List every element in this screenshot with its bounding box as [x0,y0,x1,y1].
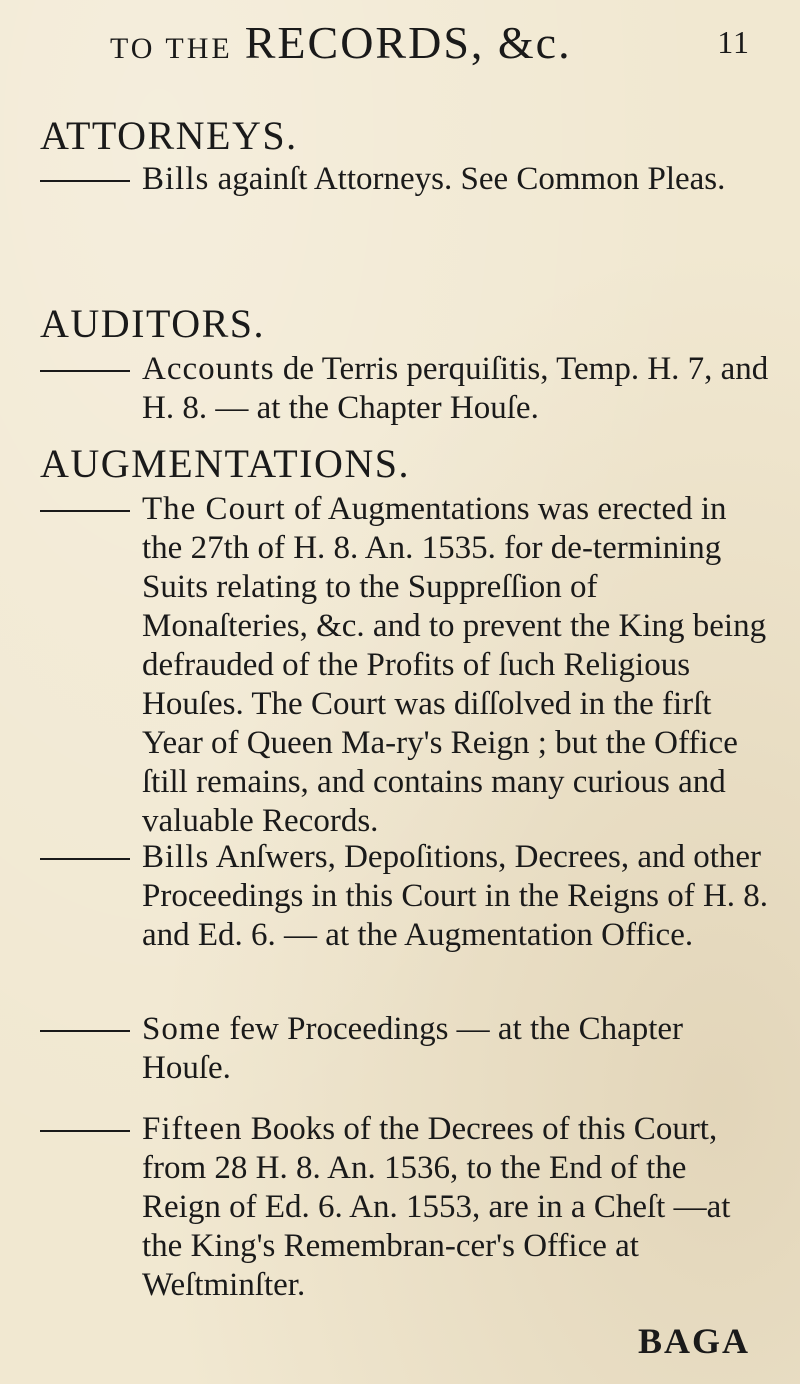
entry-lead: The Court [142,491,286,527]
entry-text: de Terris perquiſitis, Temp. H. 7, and H. 8. — at the Chapter Houſe. [142,351,769,426]
entry-dash [40,858,130,860]
entry-lead: Some [142,1011,222,1047]
entry-text: of Augmentations was erected in the 27th of H. 8. An. 1535. for de-termining Suits relating to the Suppreſſion of Monaſteries, &c. and to prevent the King being defrauded of the Profits of ſuch Religious Houſes. The Court was diſſolved in the firſt Year of Queen Ma-ry's Reign ; but the Office ſtill remains, and contains many curious and valuable Records. [142,491,767,839]
book-page [40,0,770,1384]
page-number: 11 [717,24,750,60]
section-heading-auditors: AUDITORS. [40,301,266,346]
running-head [110,16,750,76]
entry-attorneys-bills [40,160,770,199]
entry-dash [40,1030,130,1032]
catchword: BAGA [637,1321,750,1361]
entry-dash [40,1130,130,1132]
entry-dash [40,180,130,182]
entry-lead: Accounts [142,351,275,387]
entry-text: Anſwers, Depoſitions, Decrees, and other Proceedings in this Court in the Reigns of H. 8. and Ed. 6. — at the Augmentation Office. [142,839,769,953]
entry-dash [40,370,130,372]
running-head-title: RECORDS, &c. [244,17,572,68]
entry-augmentations-some [40,1010,770,1088]
entry-lead: Bills [142,839,210,875]
entry-augmentations-court [40,490,770,841]
entry-lead: Fifteen [142,1111,243,1147]
entry-text: Books of the Decrees of this Court, from 28 H. 8. An. 1536, to the End of the Reign of Ed. 6. An. 1553, are in a Cheſt —at the King's Remembran-cer's Office at Weſtminſter. [142,1111,731,1303]
entry-lead: Bills [142,161,210,197]
entry-dash [40,510,130,512]
entry-text: againſt Attorneys. See Common Pleas. [209,161,726,197]
section-heading-augmentations: AUGMENTATIONS. [40,441,411,486]
entry-augmentations-fifteen [40,1110,770,1305]
running-head-prefix: TO THE [110,32,233,65]
section-heading-attorneys: ATTORNEYS. [40,113,298,158]
entry-augmentations-bills [40,838,770,955]
entry-auditors-accounts [40,350,770,428]
entry-text: few Proceedings — at the Chapter Houſe. [142,1011,684,1086]
